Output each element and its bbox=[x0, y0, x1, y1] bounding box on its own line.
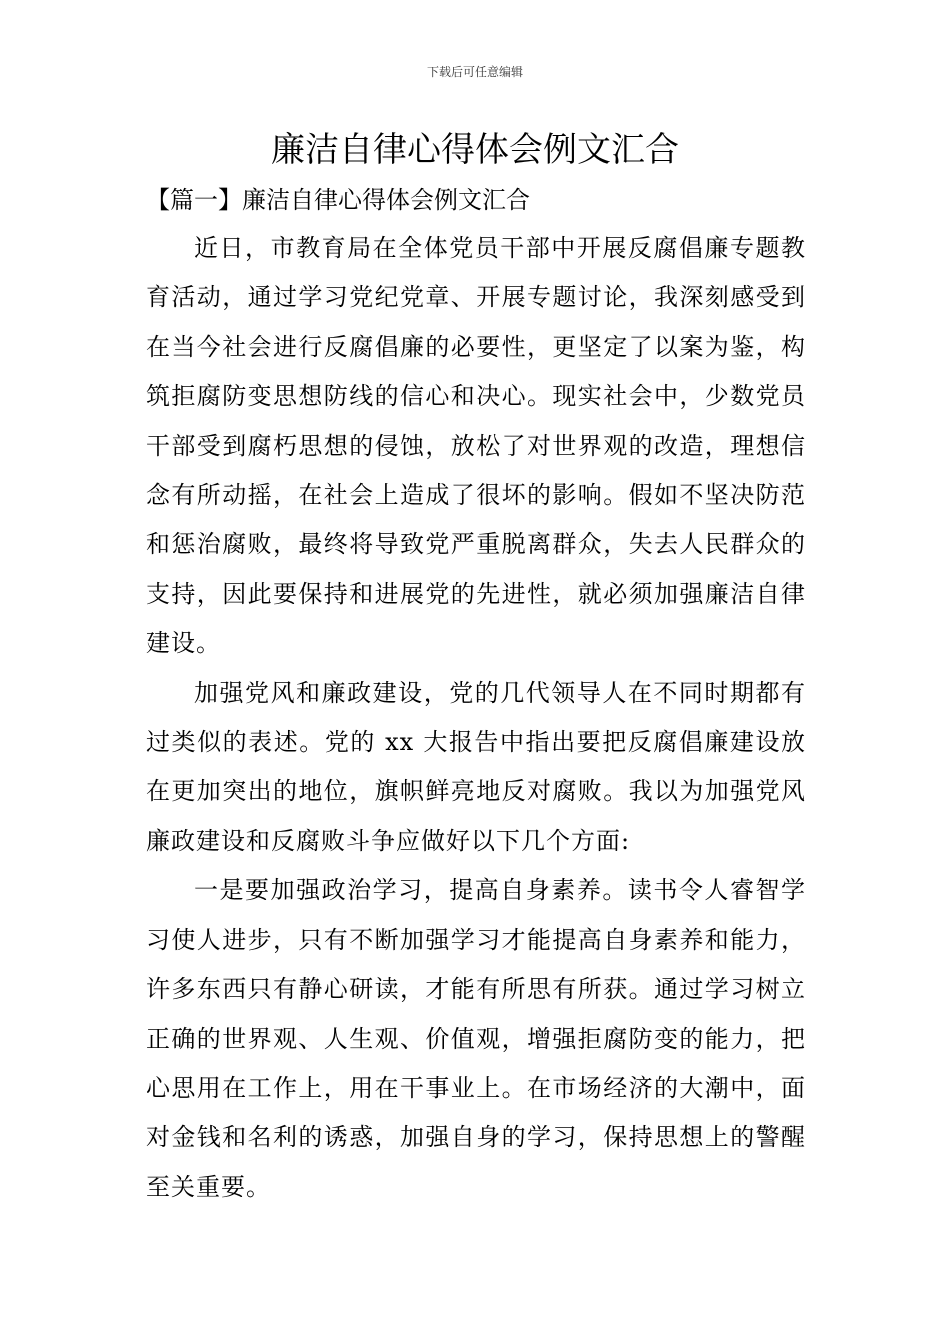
body-paragraph: 加强党风和廉政建设，党的几代领导人在不同时期都有过类似的表述。党的 xx 大报告中指出要把反腐倡廉建设放在更加突出的地位，旗帜鲜亮地反对腐败。我以为加强党风廉政建设和反腐败斗争应做好以下几个方面: bbox=[146, 678, 806, 855]
section-heading: 【篇一】廉洁自律心得体会例文汇合 bbox=[146, 186, 530, 214]
header-note: 下载后可任意编辑 bbox=[426, 65, 523, 79]
document-body bbox=[146, 224, 806, 1212]
document-title: 廉洁自律心得体会例文汇合 bbox=[271, 130, 679, 170]
body-paragraph: 近日，市教育局在全体党员干部中开展反腐倡廉专题教育活动，通过学习党纪党章、开展专题讨论，我深刻感受到在当今社会进行反腐倡廉的必要性，更坚定了以案为鉴，构筑拒腐防变思想防线的信心和决心。现实社会中，少数党员干部受到腐朽思想的侵蚀，放松了对世界观的改造，理想信念有所动摇，在社会上造成了很坏的影响。假如不坚决防范和惩治腐败，最终将导致党严重脱离群众，失去人民群众的支持，因此要保持和进展党的先进性，就必须加强廉洁自律建设。 bbox=[146, 234, 806, 658]
body-paragraph: 一是要加强政治学习，提高自身素养。读书令人睿智学习使人进步，只有不断加强学习才能提高自身素养和能力，许多东西只有静心研读，才能有所思有所获。通过学习树立正确的世界观、人生观、价值观，增强拒腐防变的能力，把心思用在工作上，用在干事业上。在市场经济的大潮中，面对金钱和名利的诱惑，加强自身的学习，保持思想上的警醒至关重要。 bbox=[146, 876, 806, 1201]
